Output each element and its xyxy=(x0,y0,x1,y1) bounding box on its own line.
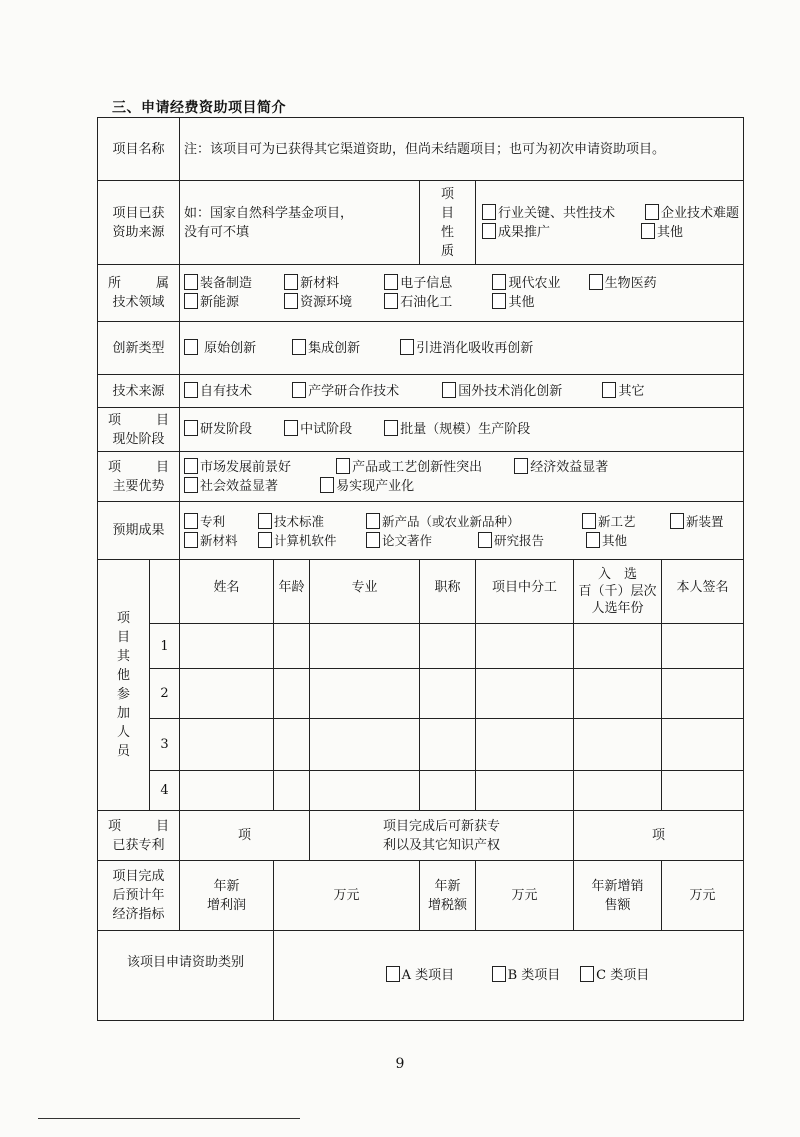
member-title-cell[interactable] xyxy=(420,719,476,771)
funding-category-options xyxy=(274,931,744,1021)
project-name-note[interactable]: 注：该项目可为已获得其它渠道资助，但尚未结题项目；也可为初次申请资助项目。 xyxy=(180,118,744,181)
advantage-option-social[interactable]: 社会效益显著 xyxy=(184,477,316,496)
checkbox-icon[interactable] xyxy=(478,532,492,548)
row-expected-results xyxy=(98,502,744,560)
field-option-petrochem[interactable]: 石油化工 xyxy=(384,293,488,312)
checkbox-icon[interactable] xyxy=(184,274,198,290)
result-option-paper[interactable]: 论文著作 xyxy=(366,531,474,550)
member-major-cell[interactable] xyxy=(310,669,420,719)
main-advantage-label: 项 目 主要优势 xyxy=(98,452,180,502)
checkbox-icon[interactable] xyxy=(442,382,456,398)
checkbox-icon[interactable] xyxy=(384,420,398,436)
member-name-cell[interactable] xyxy=(180,624,274,669)
member-title-cell[interactable] xyxy=(420,624,476,669)
field-option-other[interactable]: 其他 xyxy=(492,293,534,312)
row-funding-category xyxy=(98,931,744,1021)
member-title-cell[interactable] xyxy=(420,771,476,811)
row-innovation-type xyxy=(98,322,744,375)
tech-source-options xyxy=(180,375,744,408)
result-option-material[interactable]: 新材料 xyxy=(184,531,254,550)
sales-field[interactable]: 万元 xyxy=(662,861,744,931)
checkbox-icon[interactable] xyxy=(492,274,506,290)
member-selection-cell[interactable] xyxy=(574,624,662,669)
checkbox-icon[interactable] xyxy=(184,458,198,474)
source-option-cooperation[interactable]: 产学研合作技术 xyxy=(292,382,438,401)
tech-field-options xyxy=(180,265,744,322)
row-funding-source xyxy=(98,181,744,265)
main-advantage-options xyxy=(180,452,744,502)
innovation-option-absorb[interactable]: 引进消化吸收再创新 xyxy=(400,339,533,358)
category-option-b[interactable]: B 类项目 xyxy=(476,966,576,985)
field-option-biomed[interactable]: 生物医药 xyxy=(589,274,657,293)
member-selection-cell[interactable] xyxy=(574,669,662,719)
stage-option-production[interactable]: 批量（规模）生产阶段 xyxy=(384,420,530,439)
checkbox-icon[interactable] xyxy=(292,339,306,355)
funding-source-label: 项目已获 资助来源 xyxy=(98,181,180,265)
checkbox-icon[interactable] xyxy=(645,204,659,220)
innovation-option-integrated[interactable]: 集成创新 xyxy=(292,339,396,358)
category-option-c[interactable]: C 类项目 xyxy=(580,966,649,985)
member-row-index: 2 xyxy=(150,669,180,719)
checkbox-icon[interactable] xyxy=(586,532,600,548)
expected-results-options xyxy=(180,502,744,560)
source-option-foreign[interactable]: 国外技术消化创新 xyxy=(442,382,598,401)
member-role-header: 项目中分工 xyxy=(476,560,574,624)
member-sign-cell[interactable] xyxy=(662,719,744,771)
member-row-index: 3 xyxy=(150,719,180,771)
page-number: 9 xyxy=(395,1056,405,1072)
member-name-cell[interactable] xyxy=(180,719,274,771)
member-role-cell[interactable] xyxy=(476,624,574,669)
checkbox-icon[interactable] xyxy=(589,274,603,290)
application-form-table xyxy=(97,117,744,1021)
checkbox-icon[interactable] xyxy=(284,293,298,309)
member-row xyxy=(98,624,744,669)
advantage-option-innovation[interactable]: 产品或工艺创新性突出 xyxy=(336,458,510,477)
member-index-header xyxy=(150,560,180,624)
nature-option-key-tech[interactable]: 行业关键、共性技术 xyxy=(482,204,615,223)
checkbox-icon[interactable] xyxy=(384,293,398,309)
checkbox-icon[interactable] xyxy=(184,382,198,398)
field-option-environment[interactable]: 资源环境 xyxy=(284,293,380,312)
patents-label: 项 目 已获专利 xyxy=(98,811,180,861)
member-major-cell[interactable] xyxy=(310,624,420,669)
checkbox-icon[interactable] xyxy=(184,339,198,355)
tax-field[interactable]: 万元 xyxy=(476,861,574,931)
profit-label: 年新 增利润 xyxy=(180,861,274,931)
checkbox-icon[interactable] xyxy=(292,382,306,398)
member-sign-cell[interactable] xyxy=(662,771,744,811)
innovation-type-options xyxy=(180,322,744,375)
nature-option-promotion[interactable]: 成果推广 xyxy=(482,223,550,242)
field-option-materials[interactable]: 新材料 xyxy=(284,274,380,293)
result-option-standard[interactable]: 技术标准 xyxy=(258,512,362,531)
member-role-cell[interactable] xyxy=(476,719,574,771)
checkbox-icon[interactable] xyxy=(184,532,198,548)
footer-rule xyxy=(38,1118,300,1119)
member-row-index: 1 xyxy=(150,624,180,669)
project-name-label: 项目名称 xyxy=(98,118,180,181)
patents-count-field[interactable]: 项 xyxy=(180,811,310,861)
checkbox-icon[interactable] xyxy=(482,223,496,239)
row-patents xyxy=(98,811,744,861)
member-age-cell[interactable] xyxy=(274,719,310,771)
member-age-cell[interactable] xyxy=(274,624,310,669)
result-option-other[interactable]: 其他 xyxy=(586,531,627,550)
field-option-electronics[interactable]: 电子信息 xyxy=(384,274,488,293)
result-option-report[interactable]: 研究报告 xyxy=(478,531,582,550)
checkbox-icon[interactable] xyxy=(482,204,496,220)
member-sign-cell[interactable] xyxy=(662,669,744,719)
member-row xyxy=(98,719,744,771)
result-option-device[interactable]: 新装置 xyxy=(670,512,724,531)
member-major-cell[interactable] xyxy=(310,771,420,811)
profit-field[interactable]: 万元 xyxy=(274,861,420,931)
member-age-cell[interactable] xyxy=(274,669,310,719)
sales-label: 年新增销 售额 xyxy=(574,861,662,931)
member-row xyxy=(98,771,744,811)
advantage-option-market[interactable]: 市场发展前景好 xyxy=(184,458,332,477)
checkbox-icon[interactable] xyxy=(366,513,380,529)
checkbox-icon[interactable] xyxy=(258,513,272,529)
field-option-agriculture[interactable]: 现代农业 xyxy=(492,274,584,293)
members-header-row xyxy=(98,560,744,624)
member-major-header: 专业 xyxy=(310,560,420,624)
checkbox-icon[interactable] xyxy=(320,477,334,493)
tech-field-label: 所 属 技术领域 xyxy=(98,265,180,322)
member-sign-cell[interactable] xyxy=(662,624,744,669)
field-option-equipment[interactable]: 装备制造 xyxy=(184,274,280,293)
member-role-cell[interactable] xyxy=(476,771,574,811)
checkbox-icon[interactable] xyxy=(400,339,414,355)
category-option-a[interactable]: A 类项目 xyxy=(368,966,472,985)
member-selection-cell[interactable] xyxy=(574,719,662,771)
checkbox-icon[interactable] xyxy=(184,293,198,309)
checkbox-icon[interactable] xyxy=(366,532,380,548)
checkbox-icon[interactable] xyxy=(184,477,198,493)
new-ip-label: 项目完成后可新获专 利以及其它知识产权 xyxy=(310,811,574,861)
checkbox-icon[interactable] xyxy=(580,966,594,982)
result-option-software[interactable]: 计算机软件 xyxy=(258,531,362,550)
checkbox-icon[interactable] xyxy=(284,420,298,436)
checkbox-icon[interactable] xyxy=(492,966,506,982)
member-name-cell[interactable] xyxy=(180,669,274,719)
members-label: 项 目 其 他 参 加 人 员 xyxy=(98,560,150,811)
result-option-process[interactable]: 新工艺 xyxy=(582,512,666,531)
innovation-type-label: 创新类型 xyxy=(98,322,180,375)
checkbox-icon[interactable] xyxy=(670,513,684,529)
new-ip-count-field[interactable]: 项 xyxy=(574,811,744,861)
project-nature-label: 项 目 性 质 xyxy=(420,181,476,265)
member-row xyxy=(98,669,744,719)
result-option-patent[interactable]: 专利 xyxy=(184,512,254,531)
member-role-cell[interactable] xyxy=(476,669,574,719)
checkbox-icon[interactable] xyxy=(284,274,298,290)
member-selection-cell[interactable] xyxy=(574,771,662,811)
member-title-header: 职称 xyxy=(420,560,476,624)
stage-option-rd[interactable]: 研发阶段 xyxy=(184,420,280,439)
member-age-cell[interactable] xyxy=(274,771,310,811)
source-option-own[interactable]: 自有技术 xyxy=(184,382,288,401)
stage-option-pilot[interactable]: 中试阶段 xyxy=(284,420,380,439)
current-stage-label: 项 目 现处阶段 xyxy=(98,408,180,452)
member-sign-header: 本人签名 xyxy=(662,560,744,624)
advantage-option-industrial[interactable]: 易实现产业化 xyxy=(320,477,414,496)
nature-option-other[interactable]: 其他 xyxy=(641,223,683,242)
result-option-product[interactable]: 新产品（或农业新品种） xyxy=(366,512,578,531)
member-row-index: 4 xyxy=(150,771,180,811)
member-age-header: 年龄 xyxy=(274,560,310,624)
member-major-cell[interactable] xyxy=(310,719,420,771)
checkbox-icon[interactable] xyxy=(492,293,506,309)
source-option-other[interactable]: 其它 xyxy=(602,382,644,401)
funding-source-field[interactable]: 如：国家自然科学基金项目， 没有可不填 xyxy=(180,181,420,265)
member-selection-header: 入 选 百（千）层次 人选年份 xyxy=(574,560,662,624)
checkbox-icon[interactable] xyxy=(582,513,596,529)
checkbox-icon[interactable] xyxy=(514,458,528,474)
member-name-cell[interactable] xyxy=(180,771,274,811)
row-project-name xyxy=(98,118,744,181)
checkbox-icon[interactable] xyxy=(384,274,398,290)
project-nature-options xyxy=(476,181,744,265)
current-stage-options xyxy=(180,408,744,452)
row-tech-source xyxy=(98,375,744,408)
member-title-cell[interactable] xyxy=(420,669,476,719)
row-main-advantage xyxy=(98,452,744,502)
checkbox-icon[interactable] xyxy=(184,420,198,436)
tech-source-label: 技术来源 xyxy=(98,375,180,408)
checkbox-icon[interactable] xyxy=(336,458,350,474)
row-economic xyxy=(98,861,744,931)
expected-results-label: 预期成果 xyxy=(98,502,180,560)
tax-label: 年新 增税额 xyxy=(420,861,476,931)
funding-category-label: 该项目申请资助类别 xyxy=(98,931,274,1021)
field-option-energy[interactable]: 新能源 xyxy=(184,293,280,312)
advantage-option-economic[interactable]: 经济效益显著 xyxy=(514,458,608,477)
checkbox-icon[interactable] xyxy=(258,532,272,548)
row-tech-field xyxy=(98,265,744,322)
economic-label: 项目完成 后预计年 经济指标 xyxy=(98,861,180,931)
innovation-option-original[interactable]: 原始创新 xyxy=(184,339,288,358)
member-name-header: 姓名 xyxy=(180,560,274,624)
nature-option-enterprise[interactable]: 企业技术难题 xyxy=(645,204,739,223)
row-current-stage xyxy=(98,408,744,452)
checkbox-icon[interactable] xyxy=(184,513,198,529)
checkbox-icon[interactable] xyxy=(641,223,655,239)
checkbox-icon[interactable] xyxy=(386,966,400,982)
section-title: 三、申请经费资助项目简介 xyxy=(112,100,286,116)
checkbox-icon[interactable] xyxy=(602,382,616,398)
